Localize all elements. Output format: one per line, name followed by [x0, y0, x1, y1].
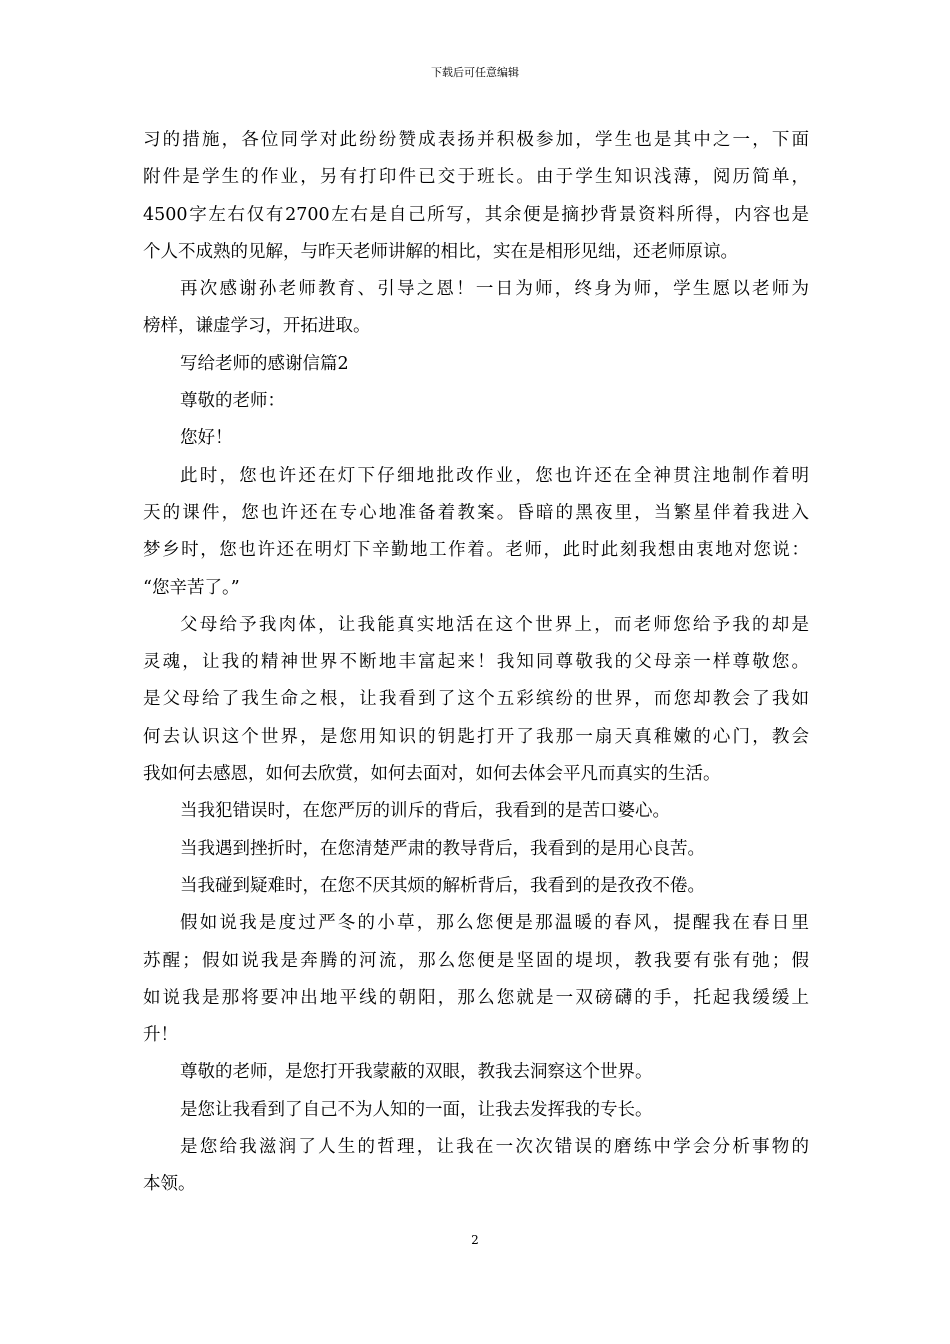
text-line: 4500字左右仅有2700左右是自己所写，其余便是摘抄背景资料所得，内容也是 — [143, 204, 809, 225]
page-number: 2 — [471, 1233, 479, 1247]
section-heading: 写给老师的感谢信篇2 — [180, 353, 349, 374]
text-line: 附件是学生的作业，另有打印件已交于班长。由于学生知识浅薄，阅历简单， — [143, 167, 809, 188]
text-line: 假如说我是度过严冬的小草，那么您便是那温暖的春风，提醒我在春日里 — [180, 913, 809, 934]
greeting: 您好！ — [180, 428, 233, 449]
text-line: 当我碰到疑难时，在您不厌其烦的解析背后，我看到的是孜孜不倦。 — [180, 875, 705, 896]
body-text — [143, 122, 809, 1204]
text-line: 此时，您也许还在灯下仔细地批改作业，您也许还在全神贯注地制作着明 — [180, 465, 809, 486]
text-line: 当我遇到挫折时，在您清楚严肃的教导背后，我看到的是用心良苦。 — [180, 838, 705, 859]
text-line: 如说我是那将要冲出地平线的朝阳，那么您就是一双磅礴的手，托起我缓缓上 — [143, 987, 809, 1008]
text-line: 何去认识这个世界，是您用知识的钥匙打开了我那一扇天真稚嫩的心门，教会 — [143, 726, 809, 747]
text-line: 升！ — [143, 1025, 178, 1046]
text-line: “您辛苦了。” — [143, 577, 240, 598]
text-line: 本领。 — [143, 1174, 196, 1195]
page-header: 下载后可任意编辑 — [431, 66, 519, 79]
text-line: 天的课件，您也许还在专心地准备着教案。昏暗的黑夜里，当繁星伴着我进入 — [143, 502, 809, 523]
text-line: 是您给我滋润了人生的哲理，让我在一次次错误的磨练中学会分析事物的 — [180, 1137, 809, 1158]
text-line: 梦乡时，您也许还在明灯下辛勤地工作着。老师，此时此刻我想由衷地对您说： — [143, 540, 809, 561]
text-line: 苏醒；假如说我是奔腾的河流，那么您便是坚固的堤坝，教我要有张有弛；假 — [143, 950, 809, 971]
text-line: 灵魂，让我的精神世界不断地丰富起来！我知同尊敬我的父母亲一样尊敬您。 — [143, 652, 809, 673]
text-line: 当我犯错误时，在您严厉的训斥的背后，我看到的是苦口婆心。 — [180, 801, 670, 822]
salutation: 尊敬的老师： — [180, 391, 285, 412]
text-line: 榜样，谦虚学习，开拓进取。 — [143, 316, 371, 337]
text-line: 习的措施，各位同学对此纷纷赞成表扬并积极参加，学生也是其中之一，下面 — [143, 130, 809, 150]
text-line: 我如何去感恩，如何去欣赏，如何去面对，如何去体会平凡而真实的生活。 — [143, 764, 721, 785]
text-line: 尊敬的老师，是您打开我蒙蔽的双眼，教我去洞察这个世界。 — [180, 1062, 653, 1083]
text-line: 个人不成熟的见解，与昨天老师讲解的相比，实在是相形见绌，还老师原谅。 — [143, 241, 738, 262]
text-line: 是父母给了我生命之根，让我看到了这个五彩缤纷的世界，而您却教会了我如 — [143, 689, 809, 710]
text-line: 是您让我看到了自己不为人知的一面，让我去发挥我的专长。 — [180, 1099, 653, 1120]
text-line: 父母给予我肉体，让我能真实地活在这个世界上，而老师您给予我的却是 — [180, 614, 809, 635]
text-line: 再次感谢孙老师教育、引导之恩！一日为师，终身为师，学生愿以老师为 — [180, 279, 809, 300]
